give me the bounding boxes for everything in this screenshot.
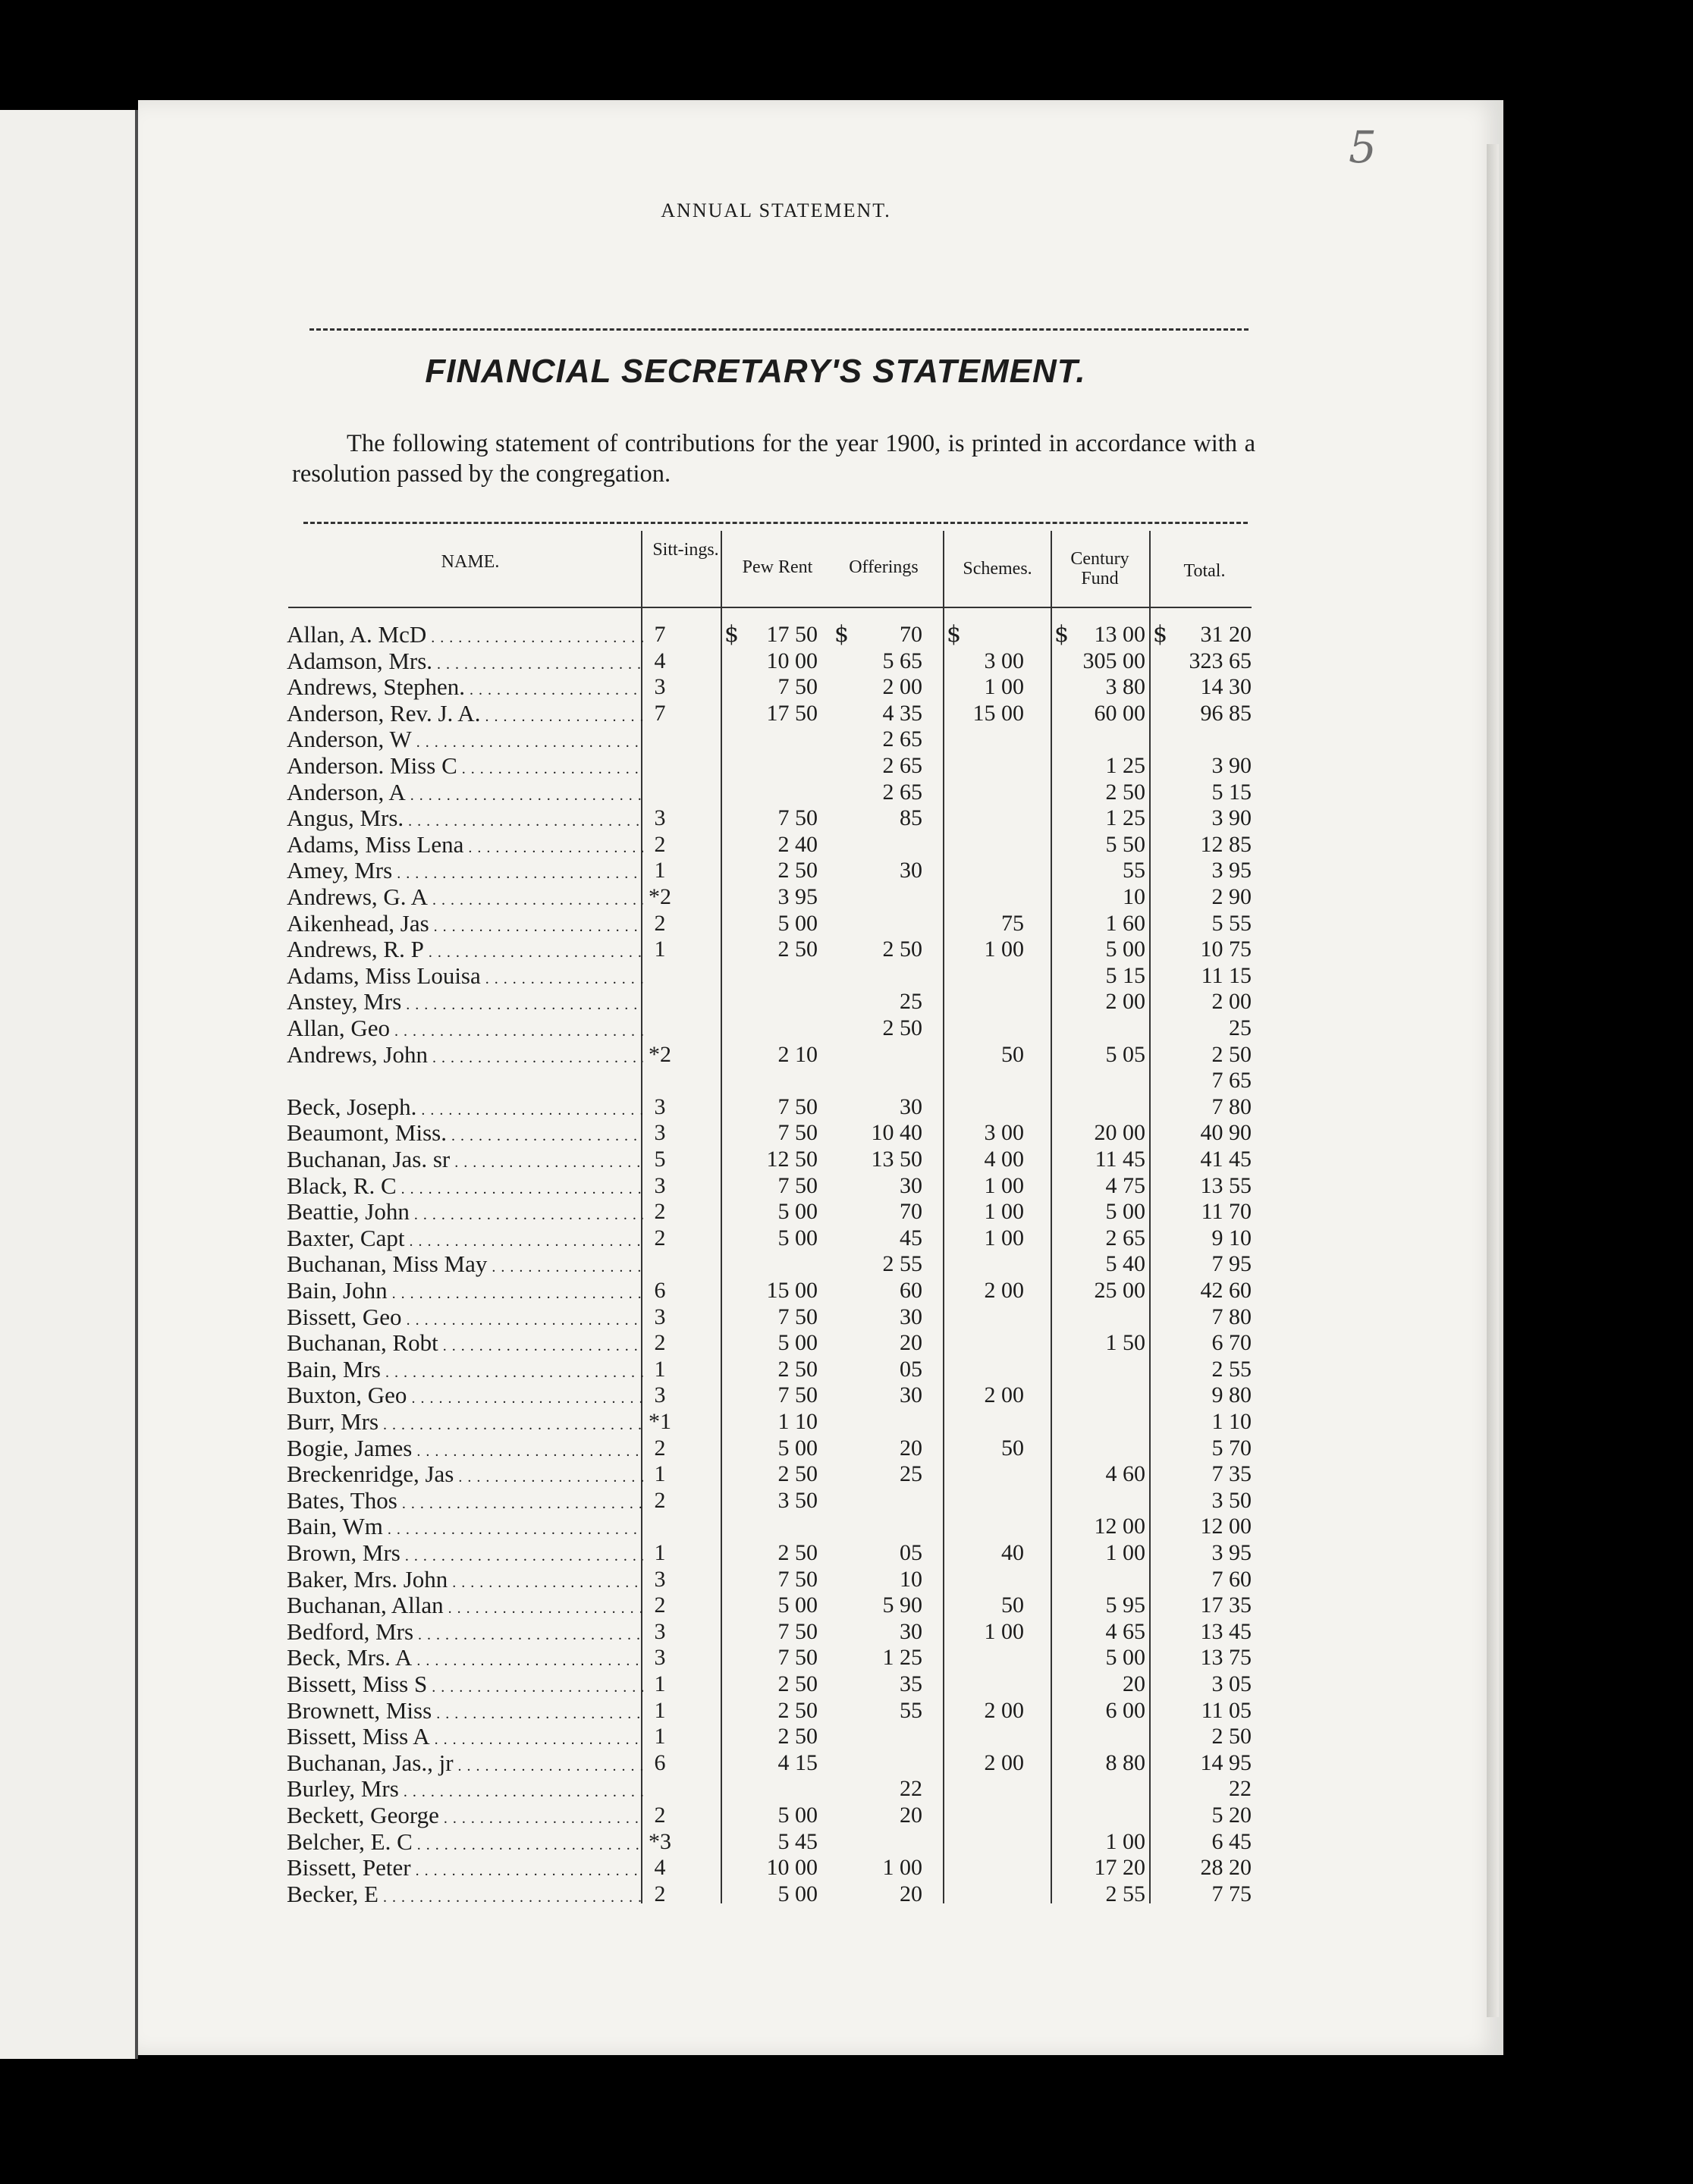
row-offerings: 30: [900, 1172, 922, 1198]
row-century-fund: 4 65: [1105, 1618, 1145, 1644]
row-name: Buchanan, Jas., jr . . .: [287, 1750, 643, 1779]
row-pew-rent: 7 50: [777, 1618, 818, 1644]
row-offerings: 1 00: [882, 1855, 922, 1881]
row-pew-rent: 5 45: [777, 1828, 818, 1854]
row-century-fund: 5 00: [1105, 937, 1145, 962]
row-offerings: 55: [900, 1697, 922, 1723]
row-offerings: 5 90: [882, 1592, 922, 1618]
row-pew-rent: 4 15: [777, 1749, 818, 1775]
row-offerings: 1 25: [882, 1645, 922, 1671]
row-century-fund: 5 95: [1105, 1592, 1145, 1618]
row-offerings: 20: [900, 1435, 922, 1461]
row-pew-rent: 10 00: [766, 1855, 818, 1881]
row-name: Beattie, John . . .: [287, 1199, 643, 1228]
row-total: 10 75: [1200, 937, 1252, 962]
row-sittings: 4: [654, 1855, 666, 1881]
row-century-fund: 20: [1123, 1671, 1145, 1696]
row-total: 5 15: [1211, 779, 1252, 805]
row-total: 2 55: [1211, 1356, 1252, 1382]
row-sittings: *2: [649, 1041, 671, 1067]
row-total: 7 35: [1211, 1461, 1252, 1487]
row-offerings: 05: [900, 1356, 922, 1382]
row-total: 12 00: [1200, 1514, 1252, 1539]
col-header-offerings: Offerings: [849, 557, 919, 577]
row-schemes: 50: [1001, 1435, 1024, 1461]
intro-paragraph: The following statement of contributions for the year 1900, is printed in accordance with a resolution passed by the congregation.: [292, 430, 1255, 488]
row-name: Anstey, Mrs . . .: [287, 989, 643, 1018]
row-total: 9 10: [1211, 1225, 1252, 1250]
row-schemes: 1 00: [984, 674, 1024, 700]
row-pew-rent: 2 50: [777, 1697, 818, 1723]
row-schemes: 75: [1001, 910, 1024, 936]
row-total: 11 05: [1201, 1697, 1252, 1723]
header-rule: [309, 328, 1249, 331]
row-schemes: 40: [1001, 1540, 1024, 1565]
row-offerings: 30: [900, 1382, 922, 1408]
divider-century-total: [1149, 531, 1151, 1903]
row-offerings: 35: [900, 1671, 922, 1696]
row-century-fund: 11 45: [1095, 1147, 1145, 1172]
row-offerings: 30: [900, 1094, 922, 1119]
currency-symbol-pew: $: [724, 621, 740, 648]
row-total: 9 80: [1211, 1382, 1252, 1408]
row-sittings: 1: [654, 1356, 666, 1382]
row-sittings: 3: [654, 1566, 666, 1592]
row-century-fund: 17 20: [1094, 1855, 1145, 1881]
row-century-fund: 5 00: [1105, 1645, 1145, 1671]
row-schemes: 50: [1001, 1592, 1024, 1618]
row-sittings: 4: [654, 648, 666, 673]
row-sittings: 2: [654, 1487, 666, 1513]
row-century-fund: 12 00: [1094, 1514, 1145, 1539]
row-name: Bain, John . . .: [287, 1278, 643, 1307]
row-century-fund: 60 00: [1094, 700, 1145, 726]
row-total: 3 90: [1211, 805, 1252, 831]
row-offerings: 2 65: [882, 753, 922, 778]
row-name: Bain, Wm . . .: [287, 1514, 643, 1542]
row-pew-rent: 5 00: [777, 1592, 818, 1618]
row-century-fund: 1 00: [1105, 1828, 1145, 1854]
row-offerings: 2 55: [882, 1251, 922, 1277]
row-offerings: 85: [900, 805, 922, 831]
row-sittings: 2: [654, 1592, 666, 1618]
row-offerings: 30: [900, 1618, 922, 1644]
row-schemes: 2 00: [984, 1749, 1024, 1775]
row-name: Buchanan, Robt . . .: [287, 1330, 643, 1359]
row-sittings: 3: [654, 1382, 666, 1408]
row-schemes: 2 00: [984, 1697, 1024, 1723]
row-name: Anderson, W . . .: [287, 726, 643, 755]
row-name: Burley, Mrs . . .: [287, 1776, 643, 1805]
row-pew-rent: 2 50: [777, 1356, 818, 1382]
row-total: 12 85: [1200, 831, 1252, 857]
row-sittings: 3: [654, 1094, 666, 1119]
row-offerings: 2 50: [882, 1015, 922, 1040]
row-name: Buchanan, Jas. sr . . .: [287, 1147, 643, 1175]
row-century-fund: 4 75: [1105, 1172, 1145, 1198]
row-name: Adamson, Mrs. . . .: [287, 648, 643, 677]
row-total: 7 75: [1211, 1881, 1252, 1906]
row-total: 40 90: [1200, 1120, 1252, 1146]
row-total: 2 00: [1211, 989, 1252, 1015]
row-sittings: 2: [654, 1330, 666, 1356]
row-name: Breckenridge, Jas . . .: [287, 1461, 643, 1490]
row-name: Bogie, James . . .: [287, 1436, 643, 1464]
row-offerings: 45: [900, 1225, 922, 1250]
row-sittings: 1: [654, 1671, 666, 1696]
row-century-fund: 2 00: [1105, 989, 1145, 1015]
row-sittings: 2: [654, 910, 666, 936]
row-name: Becker, E . . .: [287, 1881, 643, 1910]
header-bottom-rule: [288, 607, 1252, 608]
row-total: 11 15: [1201, 962, 1252, 988]
row-offerings: 20: [900, 1330, 922, 1356]
row-sittings: 1: [654, 858, 666, 883]
row-schemes: 1 00: [984, 937, 1024, 962]
row-century-fund: 4 60: [1105, 1461, 1145, 1487]
row-offerings: 10: [900, 1566, 922, 1592]
divider-sittings-pew: [721, 531, 722, 1903]
row-schemes: 2 00: [984, 1382, 1024, 1408]
row-name: Brownett, Miss . . .: [287, 1698, 643, 1727]
row-name: Buchanan, Allan . . .: [287, 1592, 643, 1621]
row-name: Anderson, Rev. J. A. . . .: [287, 701, 643, 730]
row-name: Allan, Geo . . .: [287, 1015, 643, 1044]
row-sittings: 6: [654, 1749, 666, 1775]
row-pew-rent: 5 00: [777, 910, 818, 936]
row-offerings: 70: [900, 622, 922, 647]
row-total: 2 50: [1211, 1724, 1252, 1749]
row-pew-rent: 17 50: [766, 700, 818, 726]
row-pew-rent: 5 00: [777, 1881, 818, 1906]
row-total: 323 65: [1189, 648, 1252, 673]
row-sittings: 7: [654, 700, 666, 726]
row-name: Bain, Mrs . . .: [287, 1357, 643, 1385]
row-total: 13 55: [1200, 1172, 1252, 1198]
row-century-fund: 13 00: [1094, 622, 1145, 647]
row-total: 5 20: [1211, 1803, 1252, 1828]
row-name: Bissett, Peter . . .: [287, 1855, 643, 1884]
row-name: Beckett, George . . .: [287, 1803, 643, 1831]
row-name: Bissett, Miss S . . .: [287, 1671, 643, 1700]
row-pew-rent: 7 50: [777, 674, 818, 700]
row-total: 14 95: [1200, 1749, 1252, 1775]
row-pew-rent: 12 50: [766, 1147, 818, 1172]
row-century-fund: 55: [1123, 858, 1145, 883]
row-total: 5 55: [1211, 910, 1252, 936]
row-name: Andrews, G. A . . .: [287, 884, 643, 913]
row-century-fund: 3 80: [1105, 674, 1145, 700]
row-name: Brown, Mrs . . .: [287, 1540, 643, 1569]
row-pew-rent: 1 10: [777, 1409, 818, 1434]
row-total: 2 50: [1211, 1041, 1252, 1067]
row-total: 7 95: [1211, 1251, 1252, 1277]
row-pew-rent: 3 95: [777, 884, 818, 909]
row-sittings: 2: [654, 831, 666, 857]
row-name: Beck, Mrs. A . . .: [287, 1645, 643, 1674]
row-total: 3 50: [1211, 1487, 1252, 1513]
row-schemes: 50: [1001, 1041, 1024, 1067]
row-offerings: 70: [900, 1199, 922, 1225]
row-total: 96 85: [1200, 700, 1252, 726]
row-century-fund: 5 50: [1105, 831, 1145, 857]
row-sittings: 1: [654, 1461, 666, 1487]
row-schemes: 1 00: [984, 1199, 1024, 1225]
row-name: Adams, Miss Lena . . .: [287, 832, 643, 861]
page-fore-edge: [1487, 144, 1499, 2017]
col-header-name: NAME.: [441, 552, 500, 572]
row-pew-rent: 17 50: [766, 622, 818, 647]
row-offerings: 60: [900, 1278, 922, 1303]
row-total: 3 95: [1211, 858, 1252, 883]
row-offerings: 22: [900, 1776, 922, 1802]
row-pew-rent: 15 00: [766, 1278, 818, 1303]
row-name: Baxter, Capt . . .: [287, 1225, 643, 1254]
row-offerings: 30: [900, 1304, 922, 1329]
statement-title: FINANCIAL SECRETARY'S STATEMENT.: [425, 353, 1086, 390]
row-offerings: 5 65: [882, 648, 922, 673]
running-head: ANNUAL STATEMENT.: [661, 199, 891, 221]
row-pew-rent: 7 50: [777, 1120, 818, 1146]
row-total: 17 35: [1200, 1592, 1252, 1618]
row-pew-rent: 2 50: [777, 858, 818, 883]
row-century-fund: 5 40: [1105, 1251, 1145, 1277]
row-sittings: 2: [654, 1225, 666, 1250]
row-sittings: 3: [654, 674, 666, 700]
row-century-fund: 1 00: [1105, 1540, 1145, 1565]
row-name: Aikenhead, Jas . . .: [287, 911, 643, 940]
row-sittings: 5: [654, 1147, 666, 1172]
row-pew-rent: 2 10: [777, 1041, 818, 1067]
col-header-century-fund: Century Fund: [1070, 549, 1129, 588]
currency-symbol-total: $: [1153, 621, 1168, 648]
row-schemes: 3 00: [984, 648, 1024, 673]
row-name: Anderson, A . . .: [287, 780, 643, 808]
page-number-mark: 5: [1349, 121, 1377, 173]
row-sittings: 3: [654, 1120, 666, 1146]
row-schemes: 4 00: [984, 1147, 1024, 1172]
row-pew-rent: 5 00: [777, 1330, 818, 1356]
row-pew-rent: 2 50: [777, 937, 818, 962]
row-schemes: 3 00: [984, 1120, 1024, 1146]
row-century-fund: 8 80: [1105, 1749, 1145, 1775]
row-pew-rent: 10 00: [766, 648, 818, 673]
row-century-fund: 25 00: [1094, 1278, 1145, 1303]
row-pew-rent: 2 50: [777, 1671, 818, 1696]
row-sittings: *2: [649, 884, 671, 909]
row-sittings: 2: [654, 1199, 666, 1225]
row-name: Belcher, E. C . . .: [287, 1829, 643, 1858]
row-offerings: 30: [900, 858, 922, 883]
row-century-fund: 1 25: [1105, 753, 1145, 778]
row-total: 22: [1229, 1776, 1252, 1802]
row-sittings: 3: [654, 1172, 666, 1198]
row-pew-rent: 7 50: [777, 1382, 818, 1408]
row-schemes: 2 00: [984, 1278, 1024, 1303]
row-total: 3 90: [1211, 753, 1252, 778]
row-pew-rent: 3 50: [777, 1487, 818, 1513]
row-century-fund: 2 55: [1105, 1881, 1145, 1906]
row-sittings: 1: [654, 1724, 666, 1749]
row-total: 13 75: [1200, 1645, 1252, 1671]
row-schemes: 15 00: [972, 700, 1024, 726]
table-top-rule: [303, 522, 1248, 524]
row-name: Amey, Mrs . . .: [287, 858, 643, 886]
row-century-fund: 2 65: [1105, 1225, 1145, 1250]
row-century-fund: 1 60: [1105, 910, 1145, 936]
row-name: Allan, A. McD . . .: [287, 622, 643, 651]
row-total: 7 80: [1211, 1304, 1252, 1329]
row-total: 42 60: [1200, 1278, 1252, 1303]
row-offerings: 2 50: [882, 937, 922, 962]
row-century-fund: 1 50: [1105, 1330, 1145, 1356]
row-total: 31 20: [1200, 622, 1252, 647]
row-total: 2 90: [1211, 884, 1252, 909]
row-name: Bedford, Mrs . . .: [287, 1619, 643, 1648]
col-header-sittings: Sitt-ings.: [652, 540, 719, 560]
row-name: Baker, Mrs. John . . .: [287, 1567, 643, 1596]
row-name: Black, R. C . . .: [287, 1173, 643, 1202]
currency-symbol-offerings: $: [834, 621, 850, 648]
row-sittings: 2: [654, 1803, 666, 1828]
row-total: 7 80: [1211, 1094, 1252, 1119]
row-name: Bates, Thos . . .: [287, 1488, 643, 1517]
row-sittings: *1: [649, 1409, 671, 1434]
row-offerings: 2 65: [882, 726, 922, 752]
row-century-fund: 305 00: [1082, 648, 1145, 673]
row-sittings: 3: [654, 805, 666, 831]
row-total: 1 10: [1211, 1409, 1252, 1434]
row-sittings: 3: [654, 1618, 666, 1644]
row-offerings: 05: [900, 1540, 922, 1565]
row-name: Andrews, R. P . . .: [287, 937, 643, 965]
row-name: Buchanan, Miss May . . .: [287, 1251, 643, 1280]
row-century-fund: 5 00: [1105, 1199, 1145, 1225]
row-total: 28 20: [1200, 1855, 1252, 1881]
row-pew-rent: 7 50: [777, 1094, 818, 1119]
row-total: 41 45: [1200, 1147, 1252, 1172]
row-pew-rent: 2 50: [777, 1540, 818, 1565]
row-century-fund: 20 00: [1094, 1120, 1145, 1146]
row-name: Adams, Miss Louisa . . .: [287, 963, 643, 992]
row-pew-rent: 7 50: [777, 805, 818, 831]
row-total: 7 65: [1211, 1068, 1252, 1094]
row-offerings: 4 35: [882, 700, 922, 726]
row-name: Bissett, Miss A . . .: [287, 1724, 643, 1753]
row-name: Andrews, Stephen. . . .: [287, 674, 643, 703]
row-century-fund: 1 25: [1105, 805, 1145, 831]
row-sittings: 1: [654, 1697, 666, 1723]
row-offerings: 20: [900, 1803, 922, 1828]
row-total: 7 60: [1211, 1566, 1252, 1592]
row-total: 3 05: [1211, 1671, 1252, 1696]
row-schemes: 1 00: [984, 1225, 1024, 1250]
row-total: 6 45: [1211, 1828, 1252, 1854]
row-century-fund: 5 15: [1105, 962, 1145, 988]
row-total: 25: [1229, 1015, 1252, 1040]
row-name: Bissett, Geo . . .: [287, 1304, 643, 1333]
row-name: Angus, Mrs. . . .: [287, 805, 643, 834]
row-name: Beck, Joseph. . . .: [287, 1094, 643, 1123]
row-offerings: 10 40: [871, 1120, 922, 1146]
row-century-fund: 5 05: [1105, 1041, 1145, 1067]
row-name: Anderson. Miss C . . .: [287, 753, 643, 782]
row-century-fund: 2 50: [1105, 779, 1145, 805]
row-offerings: 25: [900, 1461, 922, 1487]
row-schemes: 1 00: [984, 1172, 1024, 1198]
row-pew-rent: 7 50: [777, 1566, 818, 1592]
row-pew-rent: 5 00: [777, 1199, 818, 1225]
row-name: Burr, Mrs . . .: [287, 1409, 643, 1438]
adjacent-page-edge: [0, 110, 138, 2059]
row-pew-rent: 7 50: [777, 1304, 818, 1329]
row-pew-rent: 5 00: [777, 1225, 818, 1250]
col-header-total: Total.: [1183, 561, 1226, 581]
col-header-pew-rent: Pew Rent: [742, 557, 813, 577]
row-sittings: 7: [654, 622, 666, 647]
row-sittings: 3: [654, 1304, 666, 1329]
row-name: Buxton, Geo . . .: [287, 1382, 643, 1411]
row-pew-rent: 5 00: [777, 1435, 818, 1461]
row-schemes: 1 00: [984, 1618, 1024, 1644]
row-sittings: 1: [654, 937, 666, 962]
row-sittings: 3: [654, 1645, 666, 1671]
row-sittings: *3: [649, 1828, 671, 1854]
row-century-fund: 6 00: [1105, 1697, 1145, 1723]
row-sittings: 1: [654, 1540, 666, 1565]
row-offerings: 13 50: [871, 1147, 922, 1172]
row-total: 14 30: [1200, 674, 1252, 700]
row-sittings: 2: [654, 1435, 666, 1461]
row-name: Beaumont, Miss. . . .: [287, 1120, 643, 1149]
row-pew-rent: 7 50: [777, 1645, 818, 1671]
currency-symbol-schemes: $: [947, 621, 962, 648]
row-offerings: 20: [900, 1881, 922, 1906]
row-pew-rent: 2 40: [777, 831, 818, 857]
row-total: 13 45: [1200, 1618, 1252, 1644]
row-offerings: 25: [900, 989, 922, 1015]
row-offerings: 2 00: [882, 674, 922, 700]
row-century-fund: 10: [1123, 884, 1145, 909]
row-total: 3 95: [1211, 1540, 1252, 1565]
row-offerings: 2 65: [882, 779, 922, 805]
row-total: 11 70: [1201, 1199, 1252, 1225]
row-pew-rent: 2 50: [777, 1461, 818, 1487]
row-pew-rent: 7 50: [777, 1172, 818, 1198]
row-sittings: 2: [654, 1881, 666, 1906]
row-pew-rent: 5 00: [777, 1803, 818, 1828]
currency-symbol-century: $: [1054, 621, 1070, 648]
row-name: Andrews, John . . .: [287, 1042, 643, 1071]
row-sittings: 6: [654, 1278, 666, 1303]
col-header-schemes: Schemes.: [963, 559, 1032, 579]
row-pew-rent: 2 50: [777, 1724, 818, 1749]
row-total: 6 70: [1211, 1330, 1252, 1356]
row-total: 5 70: [1211, 1435, 1252, 1461]
